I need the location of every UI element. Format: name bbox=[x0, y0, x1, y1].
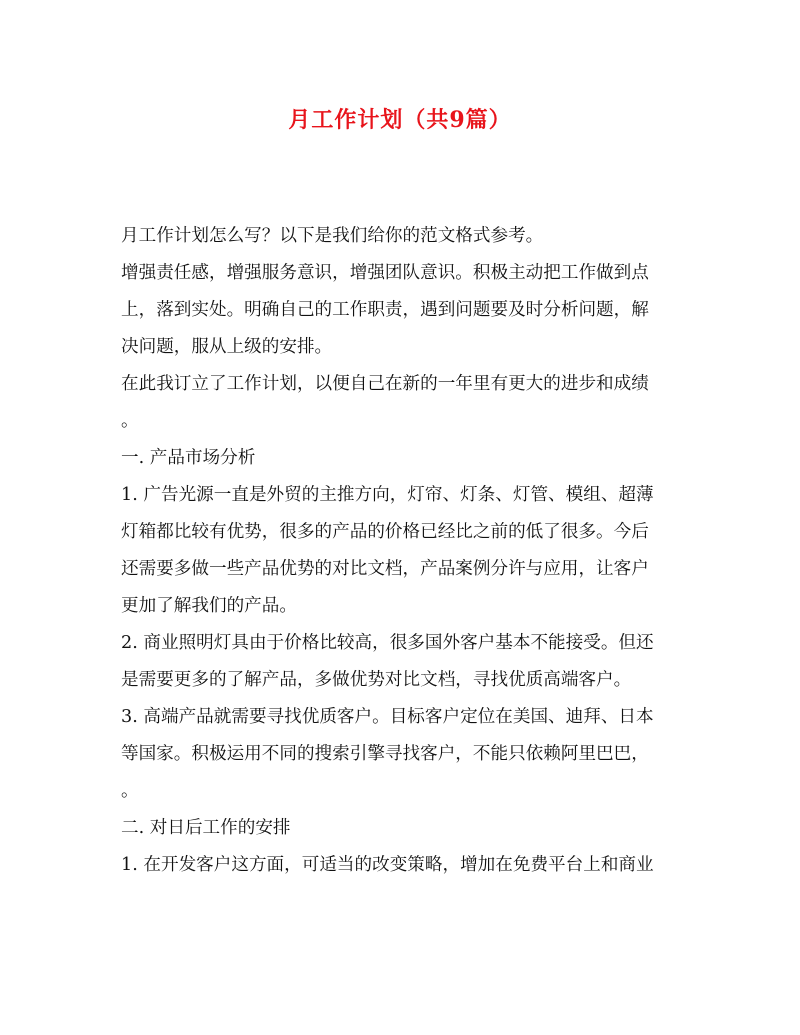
text-line: 等国家。积极运用不同的搜索引擎寻找客户，不能只依赖阿里巴巴， bbox=[121, 744, 649, 764]
text-line: 二. 对日后工作的安排 bbox=[121, 818, 291, 838]
text-line: 月工作计划怎么写？以下是我们给你的范文格式参考。 bbox=[121, 226, 544, 246]
text-line: 是需要更多的了解产品，多做优势对比文档，寻找优质高端客户。 bbox=[121, 670, 632, 690]
text-line: 2. 商业照明灯具由于价格比较高，很多国外客户基本不能接受。但还 bbox=[121, 633, 654, 653]
text-line: 决问题，服从上级的安排。 bbox=[121, 337, 333, 357]
text-line: 上，落到实处。明确自己的工作职责，遇到问题要及时分析问题，解 bbox=[121, 300, 649, 320]
text-line: 一. 产品市场分析 bbox=[121, 448, 256, 468]
text-line: 增强责任感，增强服务意识，增强团队意识。积极主动把工作做到点 bbox=[121, 263, 649, 283]
text-line: 1. 广告光源一直是外贸的主推方向，灯帘、灯条、灯管、模组、超薄 bbox=[121, 485, 654, 505]
text-line: 在此我订立了工作计划，以便自己在新的一年里有更大的进步和成绩 bbox=[121, 374, 649, 394]
document-title: 月工作计划（共9篇） bbox=[288, 107, 512, 133]
text-line: 灯箱都比较有优势，很多的产品的价格已经比之前的低了很多。今后 bbox=[121, 522, 649, 542]
text-line: 还需要多做一些产品优势的对比文档，产品案例分许与应用，让客户 bbox=[121, 559, 649, 579]
text-line: 更加了解我们的产品。 bbox=[121, 596, 297, 616]
text-line: 3. 高端产品就需要寻找优质客户。目标客户定位在美国、迪拜、日本 bbox=[121, 707, 654, 727]
document-body bbox=[121, 218, 681, 884]
text-line: 。 bbox=[121, 411, 139, 431]
text-line: 。 bbox=[121, 781, 139, 801]
text-line: 1. 在开发客户这方面，可适当的改变策略，增加在免费平台上和商业 bbox=[121, 855, 654, 875]
